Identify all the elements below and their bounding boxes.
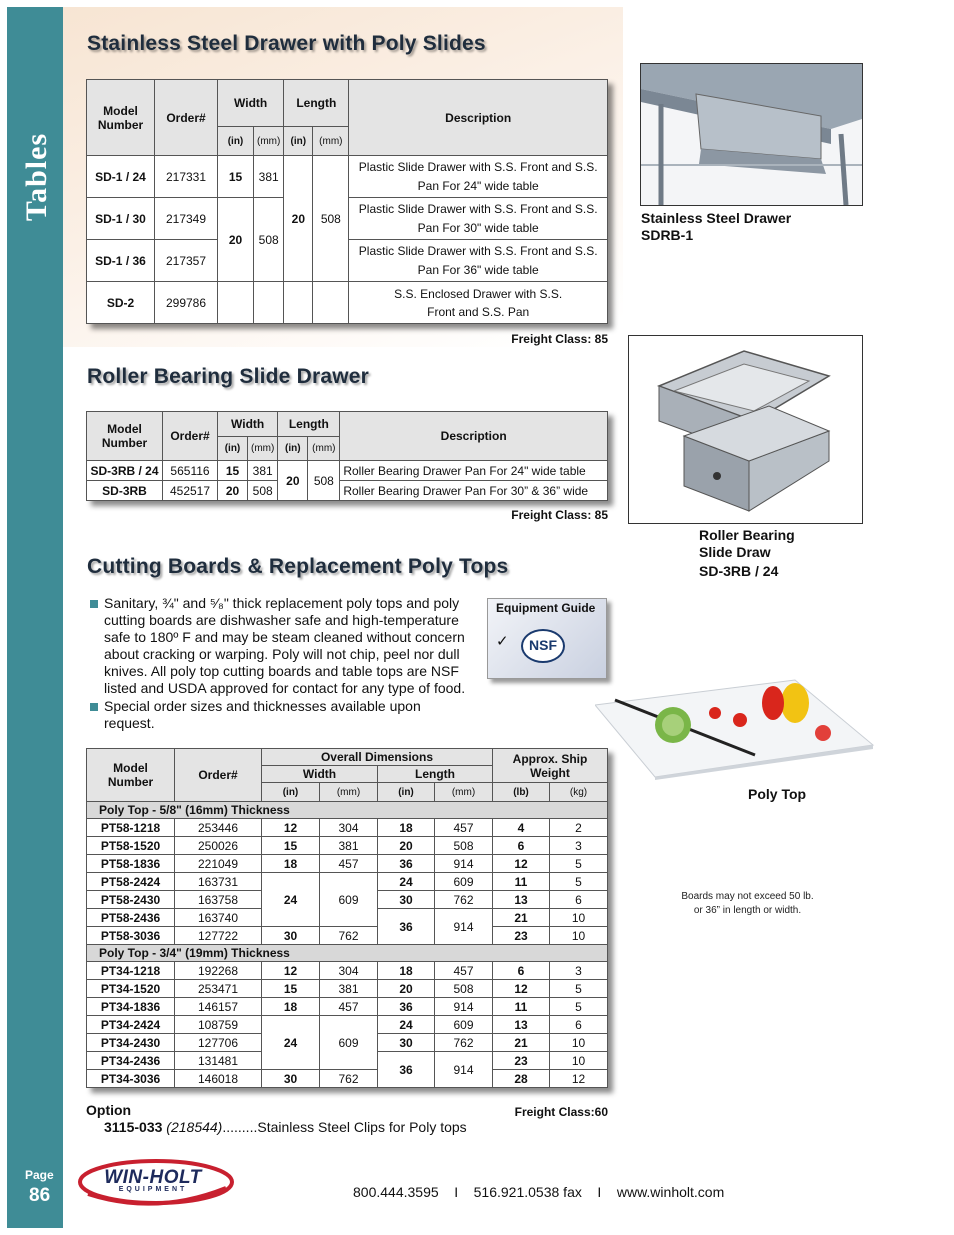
col-description: Description (349, 80, 608, 156)
length-mm-cell: 609 (435, 873, 493, 891)
option-order: (218544) (166, 1119, 223, 1135)
weight-lb-cell: 21 (493, 1034, 550, 1052)
drawer-photo (640, 63, 863, 206)
section-title-roller: Roller Bearing Slide Drawer (87, 365, 369, 388)
section-title-drawer: Stainless Steel Drawer with Poly Slides (87, 32, 486, 55)
unit-lb: (lb) (493, 783, 550, 802)
length-mm-cell: 508 (435, 837, 493, 855)
width-mm-cell: 381 (248, 461, 278, 481)
unit-mm: (mm) (248, 437, 278, 461)
weight-lb-cell: 13 (493, 891, 550, 909)
description-cell: Roller Bearing Drawer Pan For 24" wide table (340, 461, 608, 481)
nsf-logo-icon: NSF (521, 629, 565, 663)
option-label: Option (86, 1102, 132, 1118)
width-mm-cell: 381 (320, 980, 378, 998)
length-in-cell: 36 (378, 855, 435, 873)
table-row (87, 1016, 608, 1034)
list-item: Sanitary, ¾" and ⁵⁄₈" thick replacement poly tops and poly cutting boards are dishwasher safe and high-temperature safe to 180º F and may be steam cleaned without concern about cracking or warping. Poly will not chip, peel nor dull knives. All poly top cutting boards and table tops are NSF listed and USDA approved for contact for any type of food. (88, 595, 473, 697)
length-mm-cell: 914 (435, 998, 493, 1016)
model-cell: PT58-1520 (87, 837, 175, 855)
length-in-cell: 36 (378, 1052, 435, 1088)
size-note: Boards may not exceed 50 lb. or 36” in length or width. (681, 891, 814, 916)
order-cell: 217331 (155, 156, 218, 198)
page-number: 86 (29, 1185, 51, 1206)
equipment-guide-box (487, 598, 607, 679)
order-cell: 217357 (155, 240, 218, 282)
unit-mm: (mm) (313, 127, 349, 156)
weight-lb-cell: 21 (493, 909, 550, 927)
length-in-cell: 20 (378, 980, 435, 998)
weight-kg-cell: 12 (550, 1070, 608, 1088)
model-cell: PT34-3036 (87, 1070, 175, 1088)
weight-kg-cell: 5 (550, 873, 608, 891)
roller-drawer-photo (628, 335, 863, 524)
freight-class-label: Freight Class: 85 (511, 332, 608, 346)
table-row (87, 998, 608, 1016)
length-in-cell: 24 (378, 1016, 435, 1034)
section-title-cutting: Cutting Boards & Replacement Poly Tops (87, 555, 509, 578)
order-cell: 163758 (175, 891, 262, 909)
model-cell: SD-1 / 36 (87, 240, 155, 282)
unit-in: (in) (218, 437, 248, 461)
length-in-cell: 18 (378, 819, 435, 837)
table-row (87, 481, 608, 501)
table-row (87, 461, 608, 481)
unit-mm: (mm) (435, 783, 493, 802)
table-row (87, 837, 608, 855)
length-mm-cell: 914 (435, 855, 493, 873)
width-mm-cell: 304 (320, 962, 378, 980)
model-cell: PT34-2436 (87, 1052, 175, 1070)
length-in-cell: 30 (378, 891, 435, 909)
col-order: Order# (155, 80, 218, 156)
length-mm-cell: 508 (435, 980, 493, 998)
length-mm-cell: 457 (435, 819, 493, 837)
table-row (87, 873, 608, 891)
bullet-square-icon (90, 600, 98, 608)
weight-kg-cell: 10 (550, 1052, 608, 1070)
width-in-cell: 15 (262, 837, 320, 855)
model-cell: PT34-1520 (87, 980, 175, 998)
order-cell: 146157 (175, 998, 262, 1016)
width-mm-cell: 762 (320, 927, 378, 945)
width-mm-cell: 609 (320, 873, 378, 927)
col-width: Width (218, 412, 278, 437)
width-in-cell: 12 (262, 962, 320, 980)
width-in-cell: 12 (262, 819, 320, 837)
model-cell: PT58-2436 (87, 909, 175, 927)
width-mm-cell: 508 (254, 198, 284, 282)
weight-kg-cell: 3 (550, 837, 608, 855)
col-length: Length (284, 80, 349, 127)
weight-kg-cell: 6 (550, 1016, 608, 1034)
table-row (87, 1070, 608, 1088)
col-order: Order# (163, 412, 218, 461)
group-header: Poly Top - 5/8" (16mm) Thickness (87, 802, 608, 819)
check-icon: ✓ (496, 633, 509, 650)
width-in-cell: 15 (218, 156, 254, 198)
weight-lb-cell: 12 (493, 980, 550, 998)
length-in-cell: 24 (378, 873, 435, 891)
col-order: Order# (175, 749, 262, 802)
table-row (87, 156, 608, 198)
weight-kg-cell: 10 (550, 909, 608, 927)
length-mm-cell: 508 (308, 461, 340, 501)
width-mm-cell: 508 (248, 481, 278, 501)
col-model: Model Number (87, 80, 155, 156)
length-mm-cell: 762 (435, 891, 493, 909)
model-cell: SD-3RB (87, 481, 163, 501)
width-in-cell: 15 (218, 461, 248, 481)
width-in-cell: 20 (218, 481, 248, 501)
roller-table (86, 411, 608, 501)
order-cell: 221049 (175, 855, 262, 873)
weight-kg-cell: 6 (550, 891, 608, 909)
weight-lb-cell: 12 (493, 855, 550, 873)
model-cell: PT58-1836 (87, 855, 175, 873)
model-cell: SD-2 (87, 282, 155, 324)
option-text: Stainless Steel Clips for Poly tops (257, 1119, 467, 1135)
weight-lb-cell: 13 (493, 1016, 550, 1034)
winholt-logo (76, 1158, 236, 1208)
col-model: Model Number (87, 412, 163, 461)
length-mm-cell: 457 (435, 962, 493, 980)
order-cell: 565116 (163, 461, 218, 481)
description-cell: S.S. Enclosed Drawer with S.S. Front and S.S. Pan (349, 282, 608, 324)
weight-lb-cell: 23 (493, 1052, 550, 1070)
order-cell: 452517 (163, 481, 218, 501)
model-cell: PT58-3036 (87, 927, 175, 945)
length-mm-cell: 914 (435, 909, 493, 945)
order-cell: 217349 (155, 198, 218, 240)
table-row (87, 855, 608, 873)
length-mm-cell: 762 (435, 1034, 493, 1052)
weight-kg-cell: 2 (550, 819, 608, 837)
model-cell: SD-3RB / 24 (87, 461, 163, 481)
description-cell: Plastic Slide Drawer with S.S. Front and S.S. Pan For 36" wide table (349, 240, 608, 282)
poly-top-photo (595, 675, 875, 780)
order-cell: 127722 (175, 927, 262, 945)
model-cell: PT58-2424 (87, 873, 175, 891)
weight-lb-cell: 11 (493, 998, 550, 1016)
drawer-table (86, 79, 608, 324)
col-description: Description (340, 412, 608, 461)
sidebar (7, 7, 63, 1228)
table-row (87, 962, 608, 980)
col-length: Length (278, 412, 340, 437)
width-mm-cell: 457 (320, 998, 378, 1016)
length-mm-cell: 609 (435, 1016, 493, 1034)
length-in-cell: 36 (378, 998, 435, 1016)
weight-kg-cell: 5 (550, 980, 608, 998)
description-cell: Roller Bearing Drawer Pan For 30” & 36” wide (340, 481, 608, 501)
page-label: Page (25, 1168, 54, 1182)
weight-kg-cell: 5 (550, 998, 608, 1016)
unit-in: (in) (284, 127, 313, 156)
unit-in: (in) (262, 783, 320, 802)
description-cell: Plastic Slide Drawer with S.S. Front and S.S. Pan For 24" wide table (349, 156, 608, 198)
equipment-guide-title: Equipment Guide (496, 601, 596, 615)
weight-kg-cell: 5 (550, 855, 608, 873)
order-cell: 250026 (175, 837, 262, 855)
feature-list (88, 595, 473, 733)
logo-wordmark: WIN-HOLT (104, 1167, 202, 1188)
option-line (104, 1119, 467, 1135)
order-cell: 127706 (175, 1034, 262, 1052)
poly-top-table (86, 748, 608, 1088)
col-ship-weight: Approx. Ship Weight (493, 749, 608, 783)
order-cell: 131481 (175, 1052, 262, 1070)
weight-lb-cell: 6 (493, 962, 550, 980)
model-cell: PT58-2430 (87, 891, 175, 909)
model-cell: PT34-1218 (87, 962, 175, 980)
width-in-cell: 18 (262, 998, 320, 1016)
order-cell: 108759 (175, 1016, 262, 1034)
unit-in: (in) (278, 437, 308, 461)
width-mm-cell: 457 (320, 855, 378, 873)
unit-in: (in) (218, 127, 254, 156)
sidebar-title: Tables (20, 132, 53, 222)
model-cell: PT58-1218 (87, 819, 175, 837)
option-code: 3115-033 (104, 1119, 163, 1135)
length-in-cell: 30 (378, 1034, 435, 1052)
freight-class-label: Freight Class:60 (514, 1105, 608, 1119)
width-in-cell: 30 (262, 1070, 320, 1088)
table-row (87, 282, 608, 324)
col-overall: Overall Dimensions (262, 749, 493, 766)
unit-kg: (kg) (550, 783, 608, 802)
model-cell: SD-1 / 24 (87, 156, 155, 198)
col-length: Length (378, 766, 493, 783)
unit-mm: (mm) (320, 783, 378, 802)
weight-lb-cell: 4 (493, 819, 550, 837)
col-width: Width (262, 766, 378, 783)
option-dots: ......... (222, 1119, 258, 1135)
model-cell: SD-1 / 30 (87, 198, 155, 240)
order-cell: 253446 (175, 819, 262, 837)
order-cell: 163740 (175, 909, 262, 927)
model-cell: PT34-2424 (87, 1016, 175, 1034)
weight-lb-cell: 6 (493, 837, 550, 855)
width-in-cell: 18 (262, 855, 320, 873)
length-mm-cell: 508 (313, 156, 349, 282)
model-cell: PT34-2430 (87, 1034, 175, 1052)
unit-in: (in) (378, 783, 435, 802)
width-mm-cell: 381 (254, 156, 284, 198)
unit-mm: (mm) (308, 437, 340, 461)
table-row (87, 980, 608, 998)
logo-subtitle: EQUIPMENT (118, 1186, 188, 1193)
col-width: Width (218, 80, 284, 127)
width-in-cell: 30 (262, 927, 320, 945)
weight-lb-cell: 11 (493, 873, 550, 891)
length-in-cell: 20 (378, 837, 435, 855)
length-in-cell: 18 (378, 962, 435, 980)
group-header: Poly Top - 3/4" (19mm) Thickness (87, 945, 608, 962)
width-in-cell: 15 (262, 980, 320, 998)
weight-kg-cell: 10 (550, 927, 608, 945)
roller-caption: Roller Bearing Slide Draw SD-3RB / 24 (699, 527, 795, 579)
unit-mm: (mm) (254, 127, 284, 156)
length-in-cell: 36 (378, 909, 435, 945)
bullet-square-icon (90, 703, 98, 711)
length-in-cell: 20 (284, 156, 313, 282)
length-mm-cell: 914 (435, 1052, 493, 1088)
length-in-cell: 20 (278, 461, 308, 501)
weight-lb-cell: 28 (493, 1070, 550, 1088)
table-row (87, 819, 608, 837)
order-cell: 299786 (155, 282, 218, 324)
col-model: Model Number (87, 749, 175, 802)
width-in-cell: 24 (262, 873, 320, 927)
list-item: Special order sizes and thicknesses available upon request. (88, 698, 473, 732)
model-cell: PT34-1836 (87, 998, 175, 1016)
order-cell: 163731 (175, 873, 262, 891)
order-cell: 192268 (175, 962, 262, 980)
weight-kg-cell: 10 (550, 1034, 608, 1052)
description-cell: Plastic Slide Drawer with S.S. Front and S.S. Pan For 30" wide table (349, 198, 608, 240)
table-row (87, 927, 608, 945)
width-mm-cell: 304 (320, 819, 378, 837)
drawer-caption: Stainless Steel Drawer SDRB-1 (641, 210, 792, 243)
width-in-cell: 20 (218, 198, 254, 282)
width-in-cell: 24 (262, 1016, 320, 1070)
width-mm-cell: 762 (320, 1070, 378, 1088)
weight-kg-cell: 3 (550, 962, 608, 980)
order-cell: 253471 (175, 980, 262, 998)
width-mm-cell: 609 (320, 1016, 378, 1070)
poly-top-caption: Poly Top (748, 786, 807, 802)
freight-class-label: Freight Class: 85 (511, 508, 608, 522)
width-mm-cell: 381 (320, 837, 378, 855)
weight-lb-cell: 23 (493, 927, 550, 945)
footer-contact: 800.444.3595 I 516.921.0538 fax I www.winholt.com (353, 1184, 725, 1200)
order-cell: 146018 (175, 1070, 262, 1088)
